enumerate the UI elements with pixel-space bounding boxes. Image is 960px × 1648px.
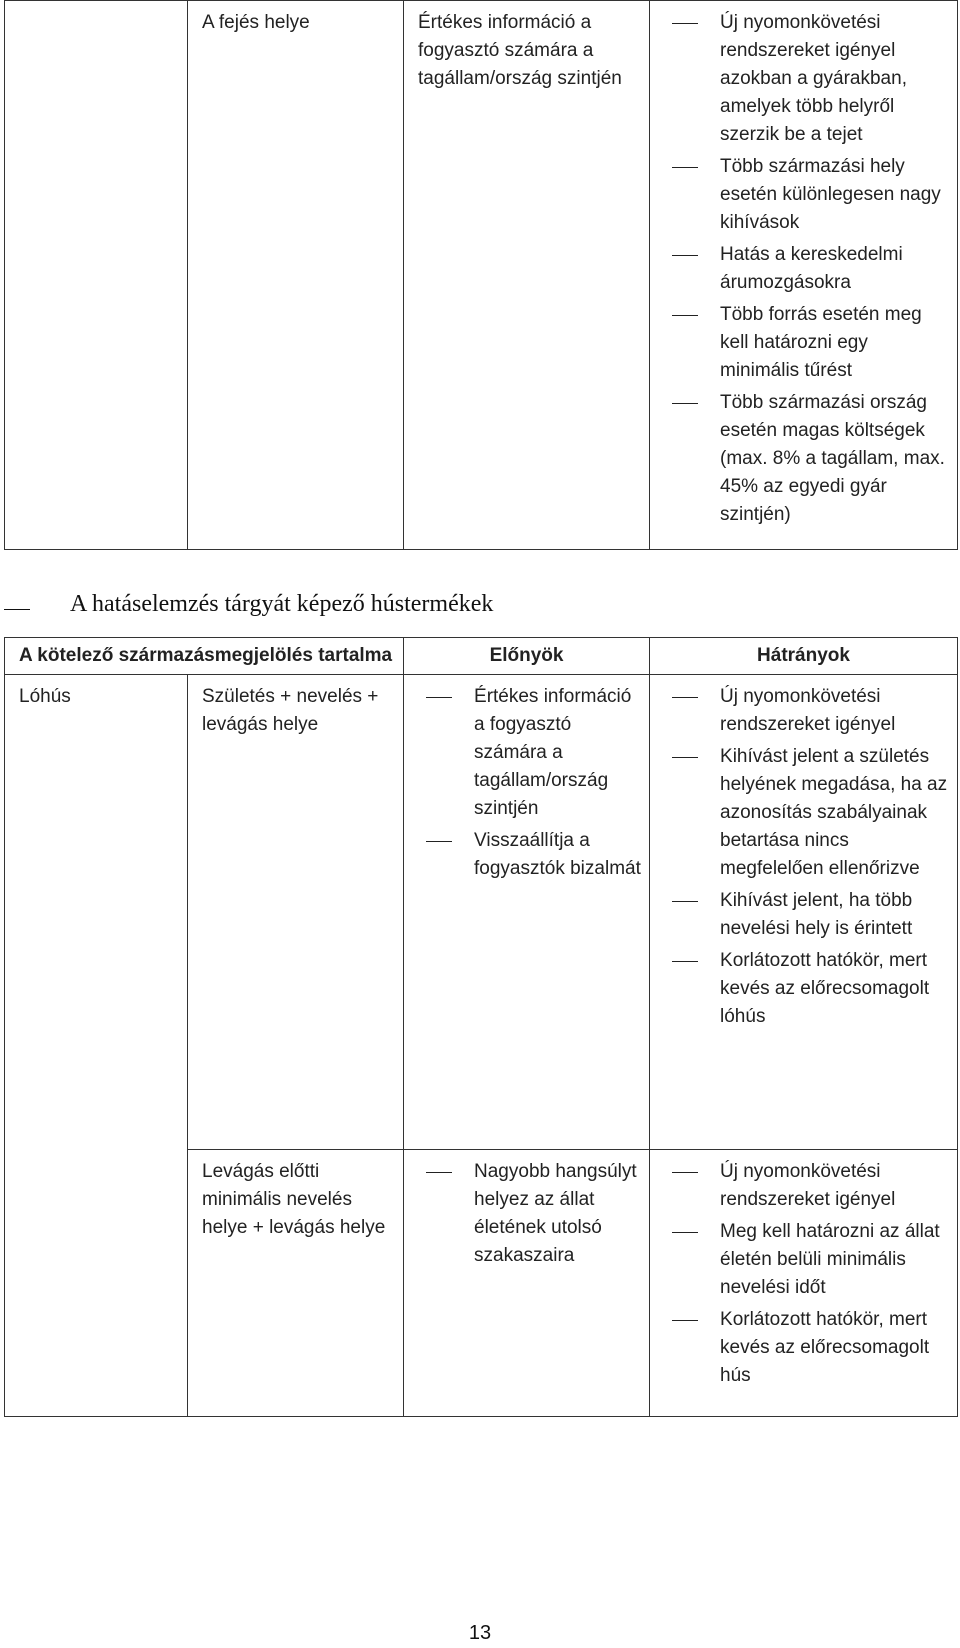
advantages-cell <box>404 675 650 1150</box>
dash-bullet-icon <box>426 841 452 842</box>
column-header-content: A kötelező származásmegjelölés tartalma <box>5 638 404 675</box>
list-item: Több forrás esetén meg kell határozni egy minimális tűrést <box>664 301 949 385</box>
list-item: Hatás a kereskedelmi árumozgásokra <box>664 241 949 297</box>
dash-bullet-icon <box>4 609 30 610</box>
list-item: Korlátozott hatókör, mert kevés az előrecsomagolt lóhús <box>664 947 949 1031</box>
section-heading <box>0 589 960 629</box>
advantages-cell <box>404 1 650 550</box>
list-item: Új nyomonkövetési rendszereket igényel <box>664 1158 949 1214</box>
content-cell: A fejés helye <box>188 1 404 550</box>
dash-bullet-icon <box>672 697 698 698</box>
advantage-list <box>418 1158 641 1270</box>
dash-bullet-icon <box>426 1172 452 1173</box>
disadvantages-cell <box>650 1 958 550</box>
page-number: 13 <box>468 1622 492 1644</box>
disadvantage-list <box>664 9 949 529</box>
dash-bullet-icon <box>672 23 698 24</box>
product-cell <box>5 1 188 550</box>
disadvantages-cell <box>650 1150 958 1417</box>
table-header-row <box>5 638 958 675</box>
list-item: Több származási hely esetén különlegesen nagy kihívások <box>664 153 949 237</box>
main-table <box>4 637 958 1417</box>
dash-bullet-icon <box>672 961 698 962</box>
list-item: Visszaállítja a fogyasztók bizalmát <box>418 827 641 883</box>
dash-bullet-icon <box>672 1172 698 1173</box>
dash-bullet-icon <box>426 697 452 698</box>
table-row <box>5 675 958 1150</box>
disadvantage-list <box>664 683 949 1031</box>
column-header-advantages: Előnyök <box>404 638 650 675</box>
content-cell: Születés + nevelés + levágás helye <box>188 675 404 1150</box>
list-item: Értékes információ a fogyasztó számára a tagállam/ország szintjén <box>418 683 641 823</box>
dash-bullet-icon <box>672 757 698 758</box>
list-item: Új nyomonkövetési rendszereket igényel <box>664 683 949 739</box>
list-item: Nagyobb hangsúlyt helyez az állat életének utolsó szakaszaira <box>418 1158 641 1270</box>
content-cell: Levágás előtti minimális nevelés helye + levágás helye <box>188 1150 404 1417</box>
table-row <box>5 1 958 550</box>
dash-bullet-icon <box>672 315 698 316</box>
list-item: Új nyomonkövetési rendszereket igényel azokban a gyárakban, amelyek több helyről szerzik be a tejet <box>664 9 949 149</box>
dash-bullet-icon <box>672 255 698 256</box>
dash-bullet-icon <box>672 901 698 902</box>
advantage-list <box>418 683 641 883</box>
list-item: Meg kell határozni az állat életén belüli minimális nevelési időt <box>664 1218 949 1302</box>
list-item: Kihívást jelent, ha több nevelési hely is érintett <box>664 887 949 943</box>
continued-table <box>4 0 958 550</box>
dash-bullet-icon <box>672 167 698 168</box>
dash-bullet-icon <box>672 1320 698 1321</box>
dash-bullet-icon <box>672 1232 698 1233</box>
list-item: Kihívást jelent a születés helyének megadása, ha az azonosítás szabályainak betartása nincs megfelelően ellenőrizve <box>664 743 949 883</box>
list-item: Több származási ország esetén magas költségek (max. 8% a tagállam, max. 45% az egyedi gyár szintjén) <box>664 389 949 529</box>
advantages-cell <box>404 1150 650 1417</box>
section-heading-text: A hatáselemzés tárgyát képező hústermékek <box>70 591 494 617</box>
column-header-disadvantages: Hátrányok <box>650 638 958 675</box>
advantage-text: Értékes információ a fogyasztó számára a tagállam/ország szintjén <box>418 12 622 89</box>
disadvantages-cell <box>650 675 958 1150</box>
dash-bullet-icon <box>672 403 698 404</box>
disadvantage-list <box>664 1158 949 1390</box>
product-cell: Lóhús <box>5 675 188 1417</box>
list-item: Korlátozott hatókör, mert kevés az előrecsomagolt hús <box>664 1306 949 1390</box>
